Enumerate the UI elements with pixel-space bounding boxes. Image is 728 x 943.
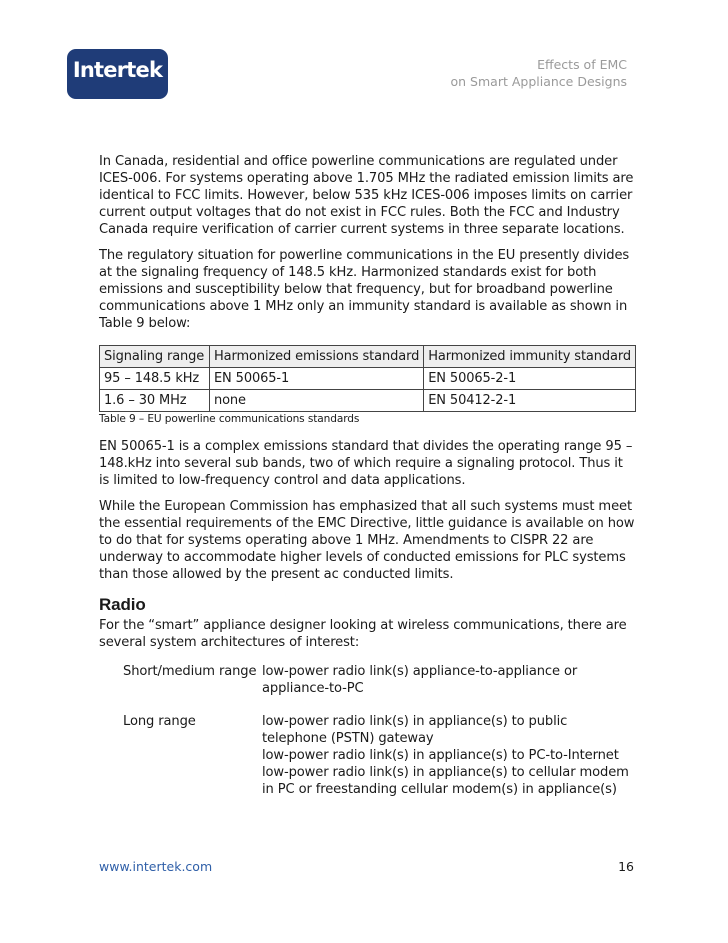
table-header-cell: Harmonized emissions standard <box>209 346 423 368</box>
intertek-logo <box>67 49 168 99</box>
table-header-cell: Signaling range <box>100 346 210 368</box>
table-cell: EN 50065-1 <box>209 368 423 390</box>
table-cell: none <box>209 390 423 412</box>
header-line-2: on Smart Appliance Designs <box>450 74 627 89</box>
architecture-term: Short/medium range <box>123 664 257 679</box>
footer-website-link[interactable]: www.intertek.com <box>99 859 213 874</box>
description-line: low-power radio link(s) in appliance(s) to public telephone (PSTN) gateway <box>262 714 568 746</box>
architecture-list <box>123 663 635 798</box>
paragraph-en50065: EN 50065-1 is a complex emissions standard that divides the operating range 95 – 148.kHz into several sub bands, two of which require a signaling protocol. Thus it is limited to low-frequency control and data applications. <box>99 439 633 488</box>
table-cell: EN 50065-2-1 <box>424 368 636 390</box>
logo-text: Intertek <box>72 58 163 82</box>
paragraph-radio-intro: For the “smart” appliance designer looking at wireless communications, there are several system architectures of interest: <box>99 618 627 650</box>
description-line: low-power radio link(s) appliance-to-appliance or appliance-to-PC <box>262 664 578 696</box>
table-cell: EN 50412-2-1 <box>424 390 636 412</box>
paragraph-canada: In Canada, residential and office powerline communications are regulated under ICES-006. For systems operating above 1.705 MHz the radiated emission limits are identical to FCC limits. However, below 535 kHz ICES-006 imposes limits on carrier current output voltages that do not exist in FCC rules. Both the FCC and Industry Canada require verification of carrier current systems in three separate locations. <box>99 154 634 237</box>
page-number: 16 <box>618 859 634 874</box>
table-header-row <box>100 346 636 368</box>
architecture-description <box>262 713 634 798</box>
section-heading-radio: Radio <box>99 595 146 614</box>
architecture-description <box>262 663 634 697</box>
paragraph-european-commission: While the European Commission has emphasized that all such systems must meet the essential requirements of the EMC Directive, little guidance is available on how to do that for systems operating above 1 MHz. Amendments to CISPR 22 are underway to accommodate higher levels of conducted emissions for PLC systems than those allowed by the present ac conducted limits. <box>99 499 635 582</box>
table-row <box>100 390 636 412</box>
description-line: low-power radio link(s) in appliance(s) to PC-to-Internet <box>262 748 619 763</box>
table-cell: 1.6 – 30 MHz <box>100 390 210 412</box>
page-body <box>99 153 635 814</box>
table-header-cell: Harmonized immunity standard <box>424 346 636 368</box>
table-row <box>100 368 636 390</box>
architecture-term: Long range <box>123 714 196 729</box>
table-cell: 95 – 148.5 kHz <box>100 368 210 390</box>
description-line: low-power radio link(s) in appliance(s) to cellular modem in PC or freestanding cellular modem(s) in appliance(s) <box>262 765 629 797</box>
header-line-1: Effects of EMC <box>537 57 627 72</box>
eu-standards-table <box>99 345 636 412</box>
paragraph-eu: The regulatory situation for powerline communications in the EU presently divides at the signaling frequency of 148.5 kHz. Harmonized standards exist for both emissions and susceptibility below that frequency, but for broadband powerline communications above 1 MHz only an immunity standard is available as shown in Table 9 below: <box>99 248 630 331</box>
list-item <box>123 663 635 697</box>
running-header <box>451 56 627 90</box>
list-item <box>123 713 635 798</box>
table-caption: Table 9 – EU powerline communications standards <box>99 413 360 425</box>
